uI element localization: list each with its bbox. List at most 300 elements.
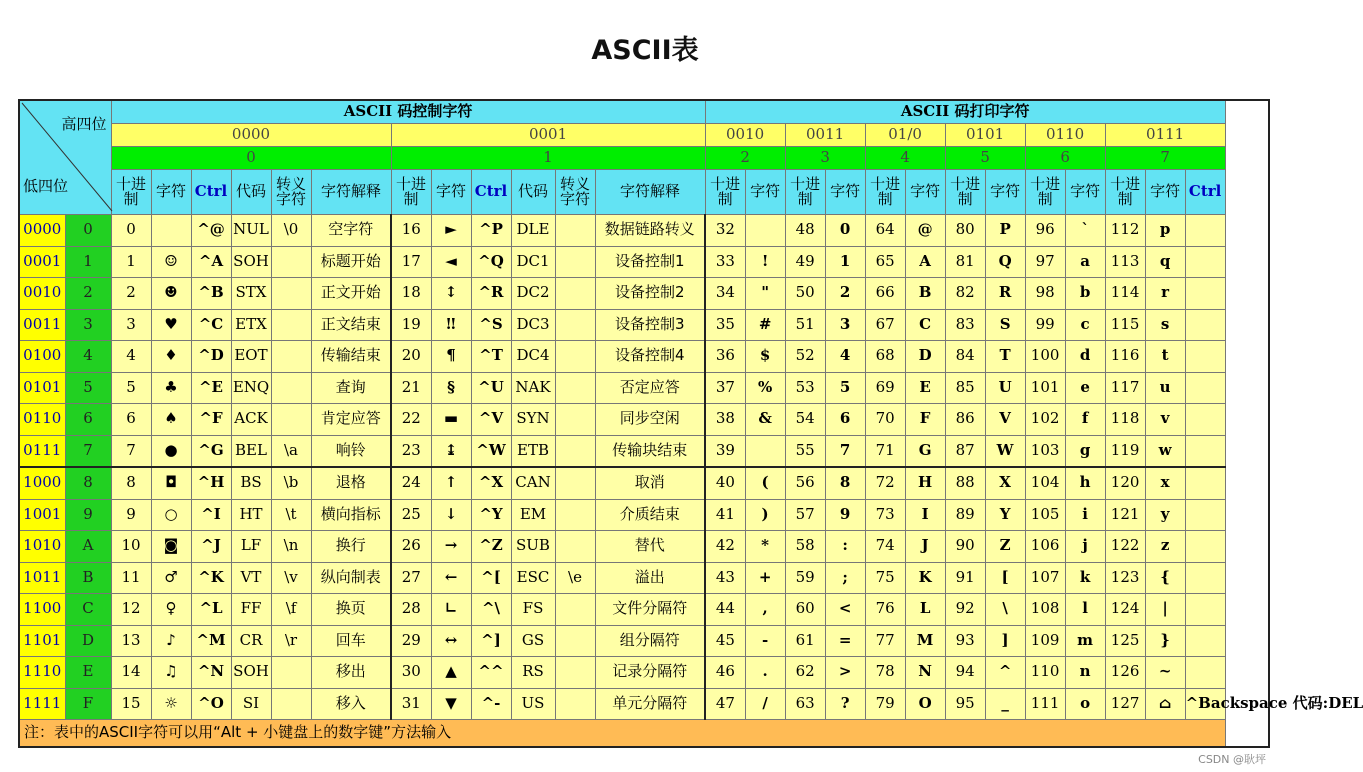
description-cell: 纵向制表 (311, 562, 391, 594)
code-cell: ESC (511, 562, 555, 594)
dec-cell: 113 (1105, 246, 1145, 278)
dec-cell: 80 (945, 215, 985, 247)
char-cell: { (1145, 562, 1185, 594)
row-low-hex: A (65, 531, 111, 563)
char-cell: b (1065, 278, 1105, 310)
ctrl-cell: ^X (471, 467, 511, 499)
ctrl-cell (1185, 341, 1225, 373)
dec-cell: 47 (705, 688, 745, 720)
table-row (19, 341, 1269, 373)
char-cell: ¶ (431, 341, 471, 373)
col-header-dec: 十进制 (391, 170, 431, 215)
char-cell: ▬ (431, 404, 471, 436)
char-cell: ↑ (431, 467, 471, 499)
char-cell (745, 215, 785, 247)
ctrl-cell: ^] (471, 625, 511, 657)
char-cell: * (745, 531, 785, 563)
char-cell: 0 (825, 215, 865, 247)
col-header-chr: 字符 (1145, 170, 1185, 215)
char-cell: / (745, 688, 785, 720)
description-cell: 同步空闲 (595, 404, 705, 436)
row-low-bin: 1001 (19, 499, 65, 531)
char-cell: = (825, 625, 865, 657)
dec-cell: 120 (1105, 467, 1145, 499)
char-cell: @ (905, 215, 945, 247)
col-header-desc: 字符解释 (311, 170, 391, 215)
table-row (19, 372, 1269, 404)
note-row (19, 720, 1269, 748)
dec-cell: 123 (1105, 562, 1145, 594)
code-cell: SUB (511, 531, 555, 563)
description-cell: 传输结束 (311, 341, 391, 373)
dec-cell: 76 (865, 594, 905, 626)
char-cell: S (985, 309, 1025, 341)
escape-cell: \e (555, 562, 595, 594)
row-low-hex: 2 (65, 278, 111, 310)
code-cell: RS (511, 657, 555, 689)
char-cell: ] (985, 625, 1025, 657)
char-cell: ` (1065, 215, 1105, 247)
escape-cell (271, 309, 311, 341)
dec-cell: 126 (1105, 657, 1145, 689)
char-cell (745, 435, 785, 467)
char-cell: ? (825, 688, 865, 720)
dec-cell: 24 (391, 467, 431, 499)
dec-cell: 92 (945, 594, 985, 626)
char-cell: K (905, 562, 945, 594)
dec-cell: 27 (391, 562, 431, 594)
dec-cell: 99 (1025, 309, 1065, 341)
high-bin-5: 0101 (945, 124, 1025, 147)
ctrl-cell: ^T (471, 341, 511, 373)
ctrl-cell: ^P (471, 215, 511, 247)
ctrl-cell (1185, 531, 1225, 563)
dec-cell: 100 (1025, 341, 1065, 373)
char-cell: F (905, 404, 945, 436)
char-cell: ♥ (151, 309, 191, 341)
dec-cell: 61 (785, 625, 825, 657)
escape-cell (555, 531, 595, 563)
dec-cell: 45 (705, 625, 745, 657)
ctrl-cell (1185, 215, 1225, 247)
char-cell: # (745, 309, 785, 341)
high-hex-1: 1 (391, 147, 705, 170)
col-header-dec: 十进制 (1025, 170, 1065, 215)
ctrl-cell: ^L (191, 594, 231, 626)
ctrl-cell: ^H (191, 467, 231, 499)
description-cell: 组分隔符 (595, 625, 705, 657)
col-header-ctrl: Ctrl (191, 170, 231, 215)
dec-cell: 55 (785, 435, 825, 467)
dec-cell: 125 (1105, 625, 1145, 657)
high-bin-0: 0000 (111, 124, 391, 147)
char-cell: z (1145, 531, 1185, 563)
escape-cell (555, 435, 595, 467)
char-cell: _ (985, 688, 1025, 720)
row-low-bin: 1110 (19, 657, 65, 689)
escape-cell (271, 688, 311, 720)
char-cell: ⌂ (1145, 688, 1185, 720)
ctrl-cell: ^Q (471, 246, 511, 278)
char-cell: ♣ (151, 372, 191, 404)
dec-cell: 60 (785, 594, 825, 626)
ctrl-cell: ^^ (471, 657, 511, 689)
char-cell: r (1145, 278, 1185, 310)
dec-cell: 38 (705, 404, 745, 436)
row-low-bin: 0101 (19, 372, 65, 404)
char-cell: ◄ (431, 246, 471, 278)
dec-cell: 44 (705, 594, 745, 626)
table-row (19, 467, 1269, 499)
char-cell: J (905, 531, 945, 563)
col-header-chr: 字符 (1065, 170, 1105, 215)
char-cell: ^ (985, 657, 1025, 689)
char-cell: ) (745, 499, 785, 531)
high-bin-7: 0111 (1105, 124, 1225, 147)
description-cell: 标题开始 (311, 246, 391, 278)
description-cell: 移入 (311, 688, 391, 720)
char-cell: ○ (151, 499, 191, 531)
dec-cell: 7 (111, 435, 151, 467)
dec-cell: 94 (945, 657, 985, 689)
dec-cell: 14 (111, 657, 151, 689)
dec-cell: 32 (705, 215, 745, 247)
dec-cell: 0 (111, 215, 151, 247)
dec-cell: 19 (391, 309, 431, 341)
description-cell: 取消 (595, 467, 705, 499)
dec-cell: 111 (1025, 688, 1065, 720)
char-cell: 2 (825, 278, 865, 310)
dec-cell: 70 (865, 404, 905, 436)
code-cell: GS (511, 625, 555, 657)
row-low-hex: F (65, 688, 111, 720)
char-cell: < (825, 594, 865, 626)
char-cell: q (1145, 246, 1185, 278)
col-header-desc: 字符解释 (595, 170, 705, 215)
escape-cell (555, 341, 595, 373)
escape-cell: \a (271, 435, 311, 467)
col-header-code: 代码 (511, 170, 555, 215)
escape-cell: \t (271, 499, 311, 531)
char-cell: ♫ (151, 657, 191, 689)
dec-cell: 1 (111, 246, 151, 278)
dec-cell: 58 (785, 531, 825, 563)
code-cell: BEL (231, 435, 271, 467)
code-cell: ENQ (231, 372, 271, 404)
char-cell: U (985, 372, 1025, 404)
escape-cell (555, 594, 595, 626)
dec-cell: 98 (1025, 278, 1065, 310)
char-cell: X (985, 467, 1025, 499)
ctrl-cell: ^D (191, 341, 231, 373)
ctrl-cell: ^S (471, 309, 511, 341)
ascii-table (18, 99, 1363, 748)
row-low-hex: B (65, 562, 111, 594)
dec-cell: 103 (1025, 435, 1065, 467)
corner-low-label: 低四位 (23, 177, 69, 195)
char-cell: ‼ (431, 309, 471, 341)
ctrl-cell: ^K (191, 562, 231, 594)
escape-cell (555, 657, 595, 689)
description-cell: 设备控制2 (595, 278, 705, 310)
ctrl-cell: ^F (191, 404, 231, 436)
dec-cell: 104 (1025, 467, 1065, 499)
dec-cell: 15 (111, 688, 151, 720)
ctrl-cell: ^B (191, 278, 231, 310)
dec-cell: 10 (111, 531, 151, 563)
description-cell: 设备控制4 (595, 341, 705, 373)
row-low-hex: 5 (65, 372, 111, 404)
high-bin-2: 0010 (705, 124, 785, 147)
char-cell: - (745, 625, 785, 657)
description-cell: 查询 (311, 372, 391, 404)
code-cell: CR (231, 625, 271, 657)
ctrl-cell: ^Y (471, 499, 511, 531)
escape-cell (271, 372, 311, 404)
table-row (19, 688, 1269, 720)
row-low-bin: 1000 (19, 467, 65, 499)
ctrl-cell: ^A (191, 246, 231, 278)
char-cell: ( (745, 467, 785, 499)
ctrl-cell (1185, 309, 1225, 341)
dec-cell: 5 (111, 372, 151, 404)
escape-cell: \r (271, 625, 311, 657)
dec-cell: 11 (111, 562, 151, 594)
dec-cell: 105 (1025, 499, 1065, 531)
row-low-hex: 6 (65, 404, 111, 436)
ctrl-cell: ^O (191, 688, 231, 720)
char-cell: h (1065, 467, 1105, 499)
col-header-esc: 转义字符 (555, 170, 595, 215)
dec-cell: 75 (865, 562, 905, 594)
dec-cell: 53 (785, 372, 825, 404)
char-cell: E (905, 372, 945, 404)
char-cell: W (985, 435, 1025, 467)
table-row (19, 594, 1269, 626)
dec-cell: 25 (391, 499, 431, 531)
description-cell: 横向指标 (311, 499, 391, 531)
col-header-chr: 字符 (745, 170, 785, 215)
ctrl-cell (1185, 435, 1225, 467)
char-cell: g (1065, 435, 1105, 467)
char-cell: ← (431, 562, 471, 594)
char-cell: : (825, 531, 865, 563)
high-bin-1: 0001 (391, 124, 705, 147)
dec-cell: 4 (111, 341, 151, 373)
char-cell: ∟ (431, 594, 471, 626)
dec-cell: 2 (111, 278, 151, 310)
dec-cell: 87 (945, 435, 985, 467)
escape-cell (555, 246, 595, 278)
row-low-bin: 0011 (19, 309, 65, 341)
ctrl-cell (1185, 657, 1225, 689)
ctrl-cell: ^[ (471, 562, 511, 594)
escape-cell: \v (271, 562, 311, 594)
dec-cell: 39 (705, 435, 745, 467)
ctrl-cell (1185, 404, 1225, 436)
ctrl-cell (1185, 467, 1225, 499)
description-cell: 正文开始 (311, 278, 391, 310)
dec-cell: 30 (391, 657, 431, 689)
dec-cell: 37 (705, 372, 745, 404)
dec-cell: 36 (705, 341, 745, 373)
dec-cell: 51 (785, 309, 825, 341)
escape-cell (271, 404, 311, 436)
dec-cell: 117 (1105, 372, 1145, 404)
high-hex-6: 6 (1025, 147, 1105, 170)
escape-cell: \b (271, 467, 311, 499)
ctrl-cell: ^Backspace 代码:DEL (1185, 688, 1225, 720)
table-row (19, 278, 1269, 310)
dec-cell: 88 (945, 467, 985, 499)
char-cell: y (1145, 499, 1185, 531)
row-low-hex: 3 (65, 309, 111, 341)
description-cell: 正文结束 (311, 309, 391, 341)
code-cell: NUL (231, 215, 271, 247)
char-cell: A (905, 246, 945, 278)
code-cell: BS (231, 467, 271, 499)
char-cell: 4 (825, 341, 865, 373)
char-cell: s (1145, 309, 1185, 341)
ctrl-cell: ^R (471, 278, 511, 310)
char-cell: l (1065, 594, 1105, 626)
char-cell: Y (985, 499, 1025, 531)
code-cell: DC1 (511, 246, 555, 278)
dec-cell: 81 (945, 246, 985, 278)
char-cell: | (1145, 594, 1185, 626)
ctrl-cell: ^I (191, 499, 231, 531)
dec-cell: 114 (1105, 278, 1145, 310)
dec-cell: 122 (1105, 531, 1145, 563)
dec-cell: 79 (865, 688, 905, 720)
code-cell: SOH (231, 246, 271, 278)
ctrl-cell (1185, 246, 1225, 278)
row-low-hex: 9 (65, 499, 111, 531)
row-low-bin: 1011 (19, 562, 65, 594)
dec-cell: 23 (391, 435, 431, 467)
char-cell: H (905, 467, 945, 499)
code-cell: SYN (511, 404, 555, 436)
description-cell: 设备控制3 (595, 309, 705, 341)
dec-cell: 86 (945, 404, 985, 436)
dec-cell: 115 (1105, 309, 1145, 341)
dec-cell: 82 (945, 278, 985, 310)
dec-cell: 118 (1105, 404, 1145, 436)
char-cell: ▲ (431, 657, 471, 689)
page-title: ASCII表 (591, 35, 699, 66)
description-cell: 肯定应答 (311, 404, 391, 436)
char-cell: ▼ (431, 688, 471, 720)
char-cell: k (1065, 562, 1105, 594)
dec-cell: 65 (865, 246, 905, 278)
char-cell: T (985, 341, 1025, 373)
dec-cell: 90 (945, 531, 985, 563)
char-cell: ♦ (151, 341, 191, 373)
char-cell: [ (985, 562, 1025, 594)
row-low-hex: 4 (65, 341, 111, 373)
code-cell: NAK (511, 372, 555, 404)
escape-cell (271, 657, 311, 689)
dec-cell: 62 (785, 657, 825, 689)
char-cell: ; (825, 562, 865, 594)
char-cell: x (1145, 467, 1185, 499)
ascii-table-container (18, 99, 1363, 748)
char-cell: ► (431, 215, 471, 247)
description-cell: 空字符 (311, 215, 391, 247)
ctrl-cell: ^- (471, 688, 511, 720)
char-cell: ♪ (151, 625, 191, 657)
char-cell: ♂ (151, 562, 191, 594)
escape-cell (555, 688, 595, 720)
dec-cell: 40 (705, 467, 745, 499)
dec-cell: 33 (705, 246, 745, 278)
code-cell: EOT (231, 341, 271, 373)
char-cell: ● (151, 435, 191, 467)
high-bin-6: 0110 (1025, 124, 1105, 147)
row-low-hex: 8 (65, 467, 111, 499)
row-low-bin: 0111 (19, 435, 65, 467)
ctrl-cell (1185, 625, 1225, 657)
code-cell: HT (231, 499, 271, 531)
ctrl-cell (1185, 594, 1225, 626)
char-cell: 8 (825, 467, 865, 499)
col-header-chr: 字符 (985, 170, 1025, 215)
ctrl-cell (1185, 499, 1225, 531)
table-row (19, 215, 1269, 247)
code-cell: SI (231, 688, 271, 720)
char-cell: $ (745, 341, 785, 373)
description-cell: 介质结束 (595, 499, 705, 531)
dec-cell: 54 (785, 404, 825, 436)
dec-cell: 69 (865, 372, 905, 404)
ctrl-cell: ^Z (471, 531, 511, 563)
escape-cell (555, 499, 595, 531)
row-low-bin: 0010 (19, 278, 65, 310)
code-cell: DLE (511, 215, 555, 247)
table-row (19, 562, 1269, 594)
char-cell: V (985, 404, 1025, 436)
col-header-chr: 字符 (151, 170, 191, 215)
dec-cell: 34 (705, 278, 745, 310)
char-cell: § (431, 372, 471, 404)
char-cell: n (1065, 657, 1105, 689)
escape-cell (555, 309, 595, 341)
ctrl-cell: ^J (191, 531, 231, 563)
dec-cell: 91 (945, 562, 985, 594)
table-row (19, 531, 1269, 563)
col-header-ctrl: Ctrl (471, 170, 511, 215)
dec-cell: 6 (111, 404, 151, 436)
description-cell: 换页 (311, 594, 391, 626)
char-cell: ◙ (151, 531, 191, 563)
dec-cell: 93 (945, 625, 985, 657)
escape-cell (555, 625, 595, 657)
description-cell: 回车 (311, 625, 391, 657)
row-low-bin: 1101 (19, 625, 65, 657)
char-cell: o (1065, 688, 1105, 720)
char-cell: + (745, 562, 785, 594)
dec-cell: 18 (391, 278, 431, 310)
ctrl-cell: ^U (471, 372, 511, 404)
escape-cell (271, 246, 311, 278)
char-cell: R (985, 278, 1025, 310)
ctrl-cell: ^N (191, 657, 231, 689)
description-cell: 移出 (311, 657, 391, 689)
char-cell: p (1145, 215, 1185, 247)
col-header-dec: 十进制 (1105, 170, 1145, 215)
dec-cell: 52 (785, 341, 825, 373)
ctrl-cell (1185, 562, 1225, 594)
